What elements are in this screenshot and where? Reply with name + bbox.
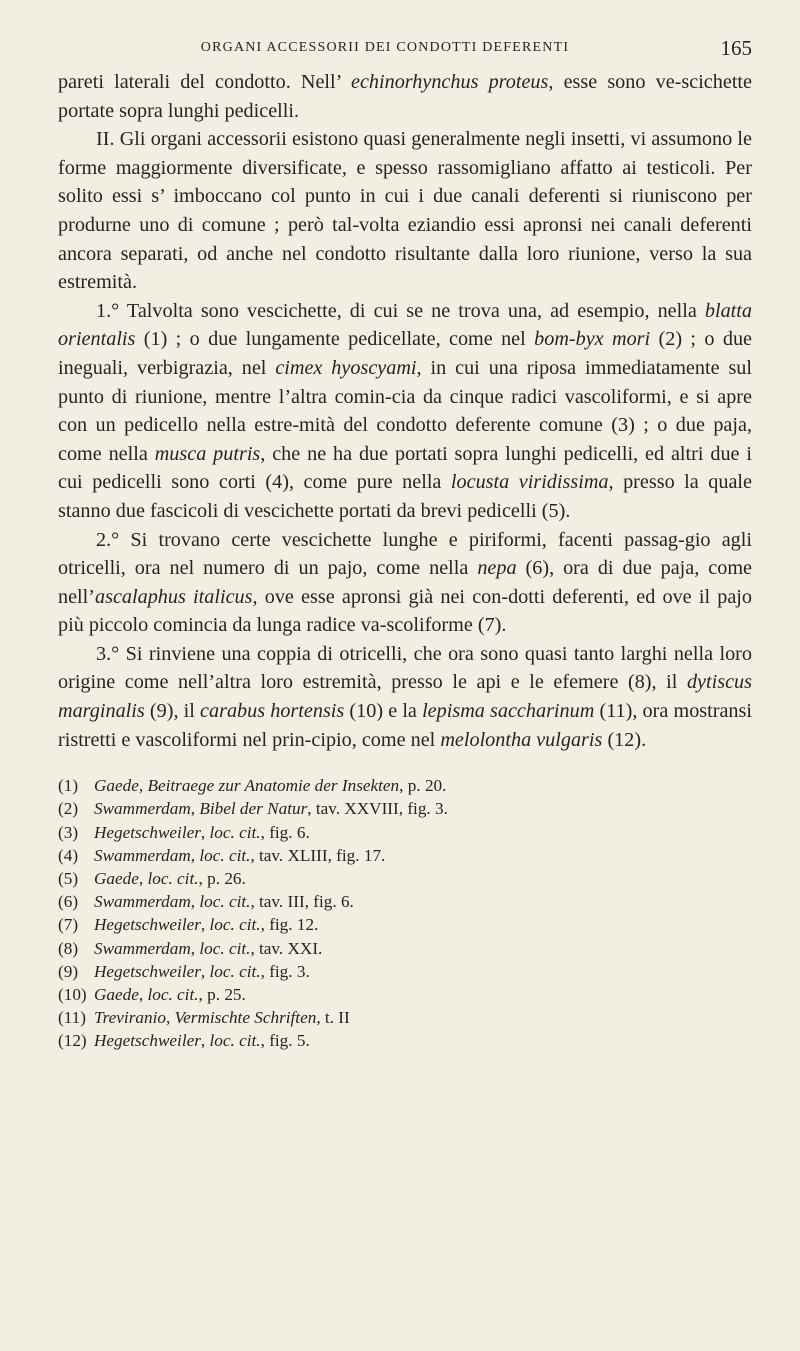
footnote	[58, 960, 752, 983]
footnote-work: Beitraege zur Anatomie der Insekten	[147, 776, 400, 796]
footnote-author: Gaede	[94, 985, 139, 1005]
footnote	[58, 937, 752, 960]
footnote-reference: , fig. 3.	[260, 961, 310, 981]
footnote-author: Swammerdam	[94, 938, 191, 958]
footnote	[58, 913, 752, 936]
footnote-number: (3)	[58, 822, 79, 842]
footnote-work: loc. cit.	[209, 961, 261, 981]
paragraph-5	[58, 640, 752, 754]
text-run: (6), ora di due paja, come nell’	[58, 557, 752, 608]
footnote-separator: ,	[200, 822, 210, 842]
footnote-work: loc. cit.	[209, 1031, 261, 1051]
species-name: blatta orientalis	[58, 299, 752, 351]
footnote-work: loc. cit.	[209, 915, 261, 935]
footnote-separator: ,	[200, 915, 210, 935]
text-run: , ove esse apronsi già nei con-dotti deferenti, ed ove il pajo più piccolo comincia da lunga radice va-scoliforme (7).	[58, 585, 752, 637]
footnote-author: Treviranio	[94, 1008, 166, 1028]
page-header	[58, 28, 752, 62]
footnote-number: (5)	[58, 869, 79, 889]
species-name: lepisma saccharinum	[422, 700, 595, 723]
footnote-author: Hegetschweiler	[94, 961, 201, 981]
footnote-reference: , fig. 6.	[260, 822, 310, 842]
text-run: (12).	[602, 728, 647, 751]
footnote-number: (7)	[58, 915, 79, 935]
footnote-work: Vermischte Schriften	[174, 1008, 317, 1028]
footnote	[58, 890, 752, 913]
footnote	[58, 1006, 752, 1029]
footnote-number: (4)	[58, 845, 79, 865]
text-run: (2) ; o due ineguali, verbigrazia, nel	[58, 328, 753, 379]
footnote	[58, 797, 752, 820]
text-run: (11), ora mostransi ristretti e vascoliformi nel prin-cipio, come nel	[58, 700, 752, 751]
footnote-work: Bibel der Natur	[199, 799, 308, 819]
paragraph-2	[58, 125, 752, 297]
footnote-work: loc. cit.	[199, 938, 251, 958]
footnote-number: (9)	[58, 961, 79, 981]
footnote	[58, 774, 752, 797]
footnote-separator: ,	[138, 869, 148, 889]
footnote-number: (10)	[58, 985, 87, 1005]
footnote-author: Swammerdam	[94, 845, 191, 865]
paragraph-3	[58, 297, 752, 526]
species-name: dytiscus marginalis	[58, 671, 752, 723]
text-run: , che ne ha due portati sopra lunghi pedicelli, ed altri due i cui pedicelli sono corti (4), come pure nella	[58, 442, 752, 494]
species-name: ascalaphus italicus	[95, 585, 253, 608]
species-name: carabus hortensis	[200, 700, 345, 723]
footnote-separator: ,	[190, 938, 200, 958]
footnote-number: (11)	[58, 1008, 86, 1028]
page-number: 165	[720, 36, 752, 60]
footnote-author: Gaede	[94, 776, 139, 796]
text-run: (1) ; o due lungamente pedicellate, come nel	[135, 328, 535, 351]
species-name: melolontha vulgaris	[440, 728, 603, 751]
text-run: 3.° Si rinviene una coppia di otricelli, che ora sono quasi tanto larghi nella loro origine come nell’altra loro estremità, presso le api e le efemere (8), il	[58, 642, 752, 694]
footnote-author: Swammerdam	[94, 799, 191, 819]
footnote-reference: , p. 25.	[198, 985, 246, 1005]
text-run: 1.° Talvolta sono vescichette, di cui se ne trova una, ad esempio, nella	[96, 299, 705, 322]
footnote-author: Hegetschweiler	[94, 822, 201, 842]
footnote-separator: ,	[190, 799, 200, 819]
footnote-reference: , p. 20.	[399, 776, 447, 796]
text-run: (9), il	[144, 700, 201, 723]
paragraph-1	[58, 68, 752, 125]
footnote-reference: , tav. XXVIII, fig. 3.	[307, 799, 448, 819]
footnote-reference: , t. II	[316, 1008, 350, 1028]
footnote-separator: ,	[200, 1031, 210, 1051]
footnote-reference: , fig. 5.	[260, 1031, 310, 1051]
footnote-reference: , tav. XLIII, fig. 17.	[250, 845, 386, 865]
species-name: cimex hyoscyami	[275, 356, 417, 379]
footnote-number: (1)	[58, 776, 79, 796]
footnotes	[58, 774, 752, 1052]
text-run: , in cui una riposa immediatamente sul punto di riunione, mentre l’altra comin-cia da cinque radici vascoliformi, e si apre con un pedicello nella estre-mità del condotto deferente comune (3) ; o due paja, come nella	[58, 356, 753, 465]
species-name: nepa	[477, 557, 517, 580]
species-name: echinorhynchus proteus	[350, 71, 549, 93]
footnote-number: (8)	[58, 938, 79, 958]
footnote-separator: ,	[138, 776, 148, 796]
footnote	[58, 821, 752, 844]
footnote-number: (6)	[58, 892, 79, 912]
text-run: (10) e la	[344, 700, 423, 723]
footnote-reference: , tav. III, fig. 6.	[250, 892, 354, 912]
footnote-author: Hegetschweiler	[94, 915, 201, 935]
footnote-separator: ,	[200, 961, 210, 981]
footnote-separator: ,	[165, 1008, 175, 1028]
footnote-work: loc. cit.	[199, 892, 251, 912]
footnote-reference: , tav. XXI.	[250, 938, 323, 958]
footnote-number: (2)	[58, 799, 79, 819]
paragraph-4	[58, 526, 752, 640]
footnote-work: loc. cit.	[209, 822, 261, 842]
footnote-author: Hegetschweiler	[94, 1031, 201, 1051]
footnote-separator: ,	[190, 892, 200, 912]
footnote-separator: ,	[138, 985, 148, 1005]
footnote-author: Gaede	[94, 869, 139, 889]
body-text	[58, 68, 752, 754]
footnote	[58, 844, 752, 867]
footnote-separator: ,	[190, 845, 200, 865]
species-name: musca putris	[154, 442, 261, 465]
text-run: 2.° Si trovano certe vescichette lunghe e piriformi, facenti passag-gio agli otricelli, ora nel numero di un pajo, come nella	[58, 528, 752, 580]
text-run: , esse sono ve-scichette portate sopra lunghi pedicelli.	[58, 71, 752, 122]
footnote-work: loc. cit.	[147, 869, 199, 889]
species-name: bom-byx mori	[534, 328, 651, 351]
footnote-number: (12)	[58, 1031, 87, 1051]
footnote	[58, 1029, 752, 1052]
text-run: , presso la quale stanno due fascicoli di vescichette portati da brevi pedicelli (5).	[58, 471, 752, 522]
footnote-reference: , fig. 12.	[260, 915, 319, 935]
footnote-work: loc. cit.	[147, 985, 199, 1005]
footnote	[58, 867, 752, 890]
species-name: locusta viridissima	[450, 471, 609, 494]
footnote	[58, 983, 752, 1006]
text-run: II. Gli organi accessorii esistono quasi generalmente negli insetti, vi assumono le forme maggiormente diversificate, e spesso rassomigliano affatto ai testicoli. Per solito essi s’ imboccano col punto in cui i due canali deferenti si riuniscono per produrne uno di comune ; però tal-volta eziandio essi apronsi nei canali deferenti ancora separati, od anche nel condotto risultante dalla loro riunione, verso la sua estremità.	[58, 128, 752, 294]
text-run: pareti laterali del condotto. Nell’	[58, 71, 351, 93]
footnote-work: loc. cit.	[199, 845, 251, 865]
footnote-reference: , p. 26.	[198, 869, 246, 889]
footnote-author: Swammerdam	[94, 892, 191, 912]
running-head: ORGANI ACCESSORII DEI CONDOTTI DEFERENTI	[200, 40, 570, 55]
